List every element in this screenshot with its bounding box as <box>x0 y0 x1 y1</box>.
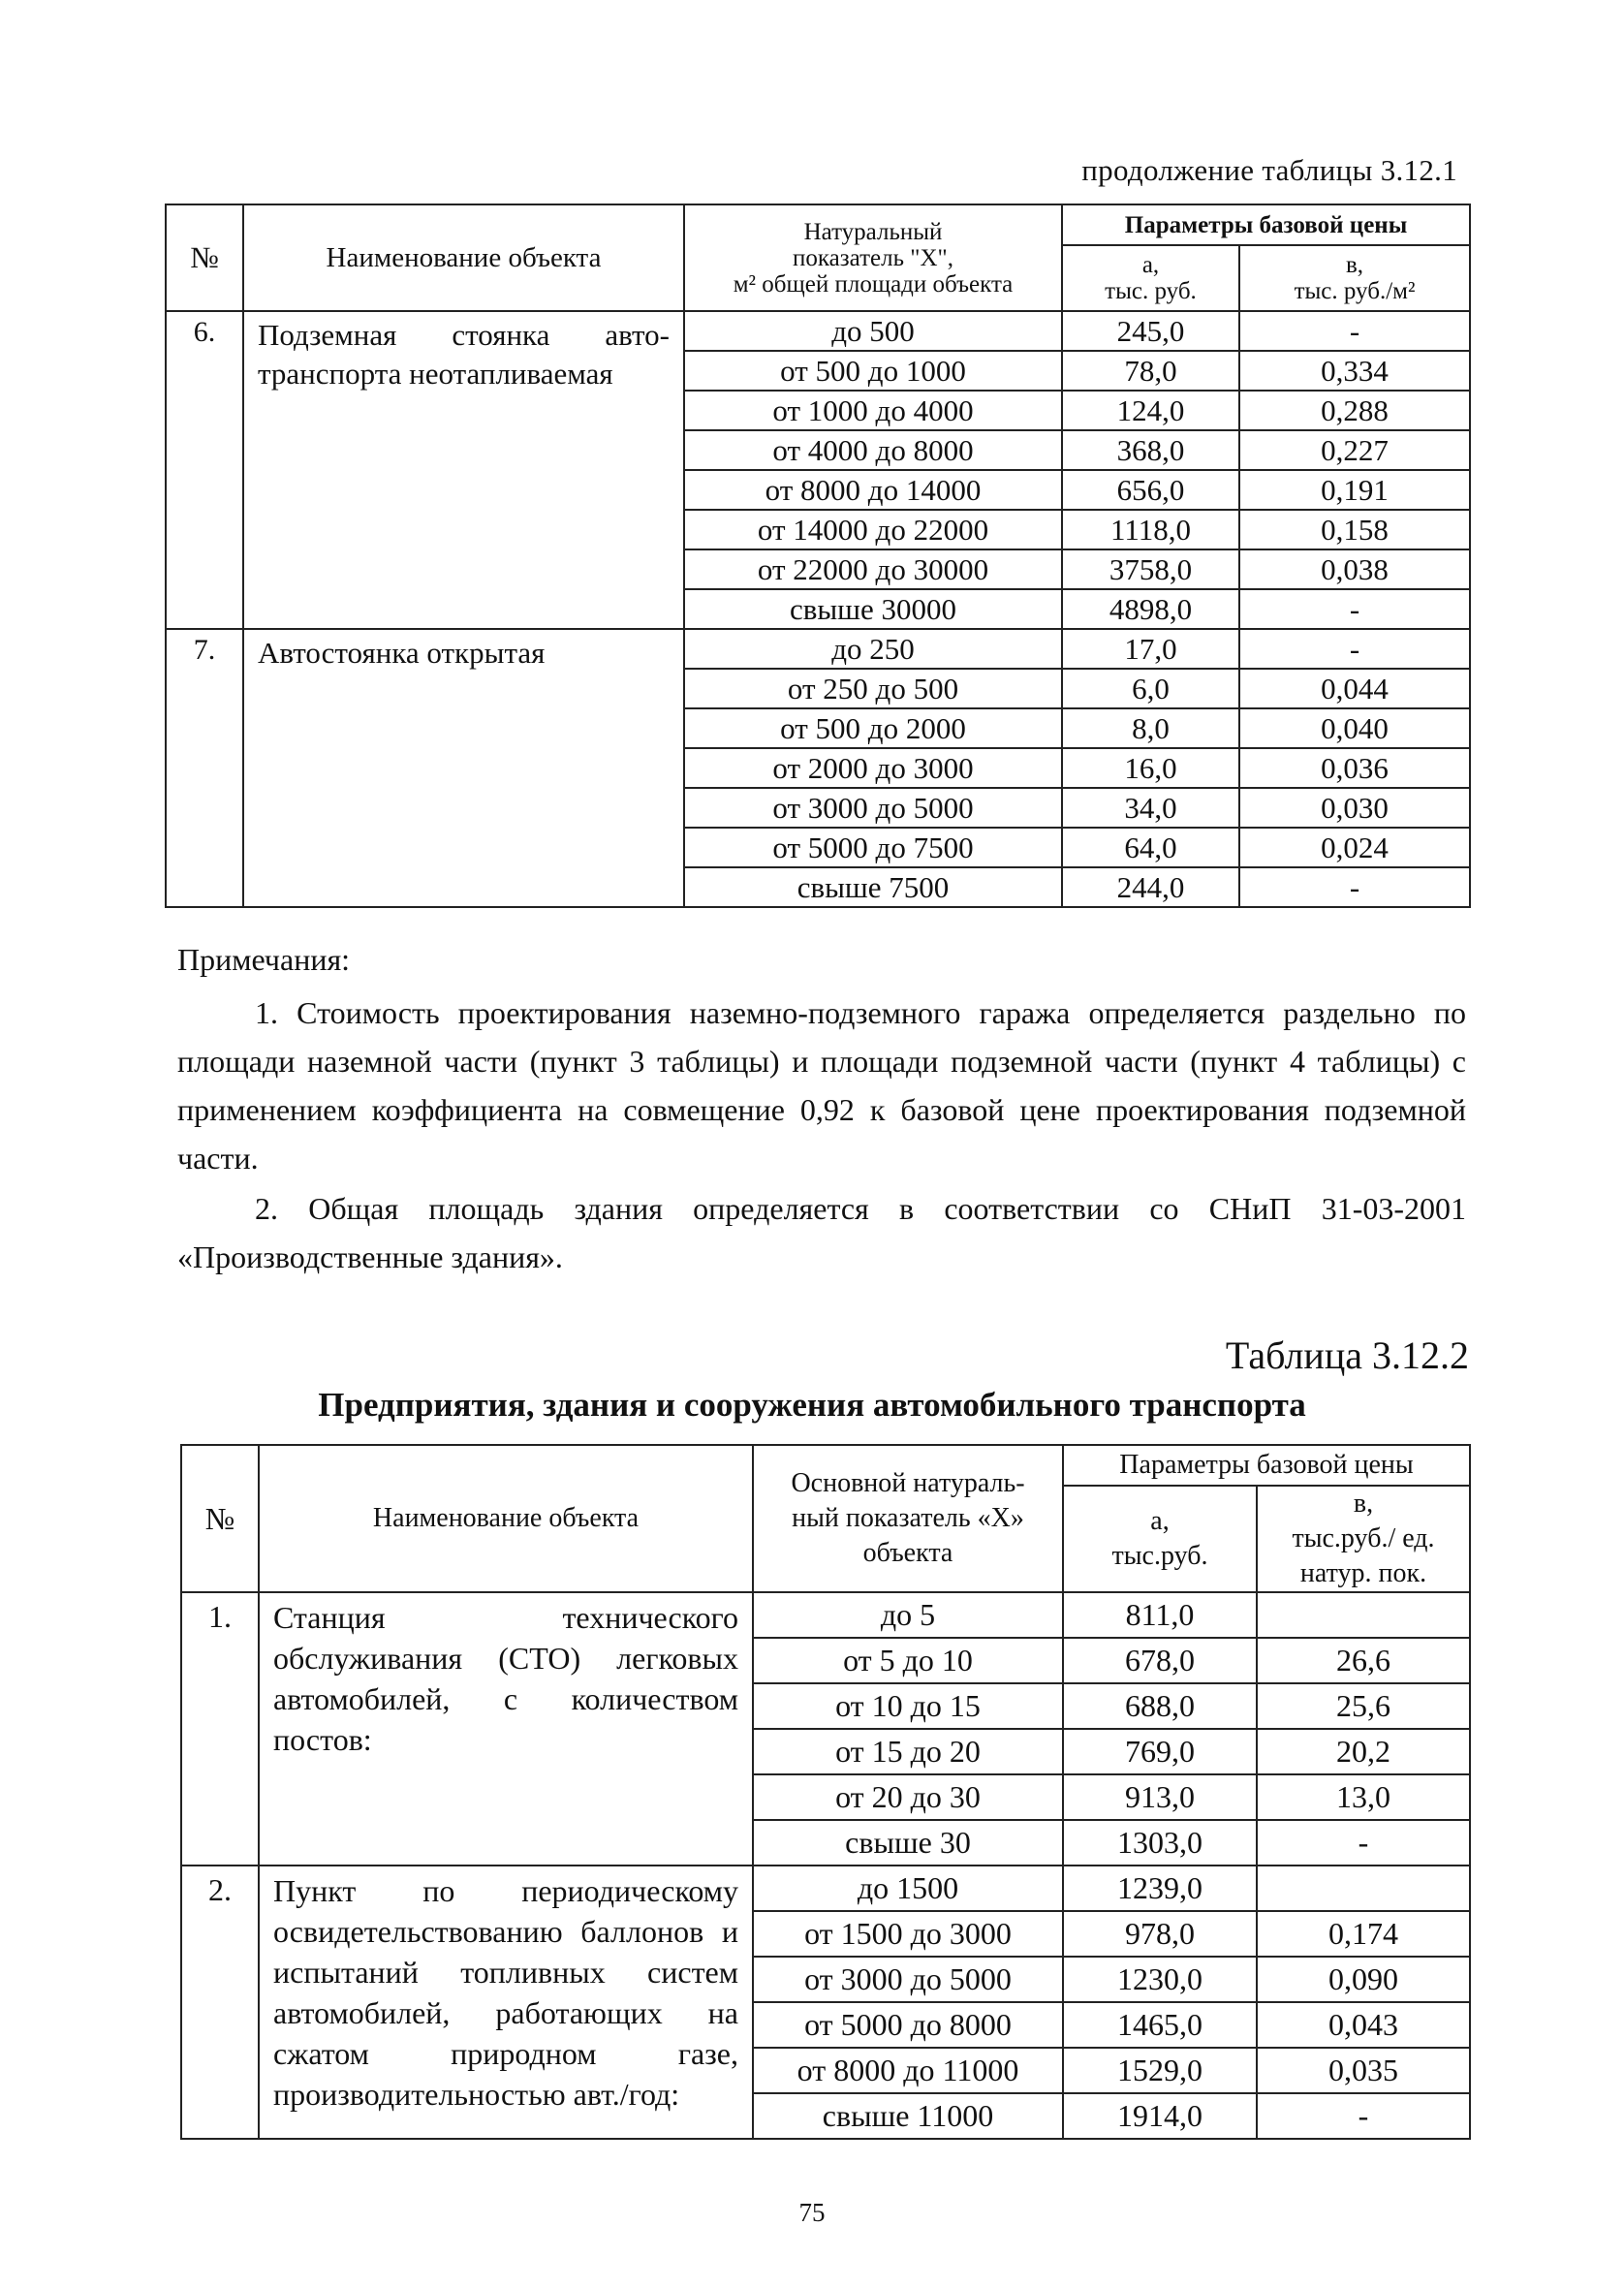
price-a: 1914,0 <box>1063 2093 1257 2139</box>
indicator-range: от 500 до 1000 <box>684 351 1062 391</box>
header-indicator-line3: м² общей площади объекта <box>733 270 1014 298</box>
header-no: № <box>166 204 243 311</box>
object-name: Пункт по периодическому освидетельствованию баллонов и испытаний топливных систем автомобилей, работающих на сжатом природном газе, производительностью авт./год: <box>259 1866 753 2139</box>
price-a: 6,0 <box>1062 669 1239 708</box>
table-row <box>166 311 1470 351</box>
row-number: 7. <box>166 629 243 907</box>
price-b: 0,174 <box>1257 1911 1470 1957</box>
row-number: 6. <box>166 311 243 629</box>
indicator-range: от 1500 до 3000 <box>753 1911 1063 1957</box>
indicator-range: от 4000 до 8000 <box>684 430 1062 470</box>
price-b: 0,227 <box>1239 430 1470 470</box>
table-row <box>166 629 1470 669</box>
indicator-range: от 5000 до 7500 <box>684 828 1062 867</box>
price-b: 25,6 <box>1257 1683 1470 1729</box>
indicator-range: от 8000 до 11000 <box>753 2048 1063 2093</box>
price-a: 1303,0 <box>1063 1820 1257 1866</box>
page-number: 75 <box>798 2198 826 2227</box>
price-b: - <box>1239 589 1470 629</box>
indicator-range: свыше 11000 <box>753 2093 1063 2139</box>
price-a: 1230,0 <box>1063 1957 1257 2002</box>
header-no: № <box>181 1445 259 1592</box>
price-b: 0,334 <box>1239 351 1470 391</box>
table-row <box>181 1592 1470 1638</box>
price-b: 0,043 <box>1257 2002 1470 2048</box>
price-b: 0,044 <box>1239 669 1470 708</box>
note-2: 2. Общая площадь здания определяется в соответствии со СНиП 31-03-2001 «Производственные здания». <box>177 1191 1466 1274</box>
price-b: 0,040 <box>1239 708 1470 748</box>
price-b: - <box>1239 867 1470 907</box>
price-b: 0,036 <box>1239 748 1470 788</box>
price-a: 17,0 <box>1062 629 1239 669</box>
header-indicator-line1: Натуральный <box>803 218 943 245</box>
indicator-range: до 5 <box>753 1592 1063 1638</box>
price-a: 811,0 <box>1063 1592 1257 1638</box>
header-a: а, тыс. руб. <box>1062 245 1239 311</box>
table-3-12-2-title: Предприятия, здания и сооружения автомобильного транспорта <box>318 1386 1306 1424</box>
price-b: - <box>1239 629 1470 669</box>
indicator-range: свыше 30000 <box>684 589 1062 629</box>
price-a: 978,0 <box>1063 1911 1257 1957</box>
table-continuation-label: продолжение таблицы 3.12.1 <box>1081 153 1457 187</box>
price-b: 0,090 <box>1257 1957 1470 2002</box>
indicator-range: от 2000 до 3000 <box>684 748 1062 788</box>
indicator-range: от 8000 до 14000 <box>684 470 1062 510</box>
notes-title: Примечания: <box>177 942 351 977</box>
indicator-range: до 1500 <box>753 1866 1063 1911</box>
price-b: 26,6 <box>1257 1638 1470 1683</box>
price-a: 244,0 <box>1062 867 1239 907</box>
indicator-range: свыше 30 <box>753 1820 1063 1866</box>
object-name: Станция технического обслуживания (СТО) легковых автомобилей, с количеством постов: <box>259 1592 753 1866</box>
price-b: 13,0 <box>1257 1774 1470 1820</box>
indicator-range: от 3000 до 5000 <box>753 1957 1063 2002</box>
note-1: 1. Стоимость проектирования наземно-подземного гаража определяется раздельно по площади наземной части (пункт 3 таблицы) и площади подземной части (пункт 4 таблицы) с применением коэффициента на совмещение 0,92 к базовой цене проектирования подземной части. <box>177 995 1466 1176</box>
price-b: 0,030 <box>1239 788 1470 828</box>
indicator-range: от 5 до 10 <box>753 1638 1063 1683</box>
price-b: 0,158 <box>1239 510 1470 549</box>
price-b: - <box>1257 1820 1470 1866</box>
header-name: Наименование объекта <box>243 204 684 311</box>
object-name: Подземная стоянка авто-транспорта неотапливаемая <box>243 311 684 629</box>
price-b <box>1257 1866 1470 1911</box>
price-b: - <box>1257 2093 1470 2139</box>
price-a: 16,0 <box>1062 748 1239 788</box>
header-params: Параметры базовой цены <box>1063 1445 1470 1486</box>
price-a: 1465,0 <box>1063 2002 1257 2048</box>
indicator-range: свыше 7500 <box>684 867 1062 907</box>
price-a: 913,0 <box>1063 1774 1257 1820</box>
table-3-12-1-body <box>166 311 1470 907</box>
price-a: 78,0 <box>1062 351 1239 391</box>
price-b <box>1257 1592 1470 1638</box>
price-a: 124,0 <box>1062 391 1239 430</box>
price-a: 688,0 <box>1063 1683 1257 1729</box>
header-name: Наименование объекта <box>259 1445 753 1592</box>
indicator-range: от 250 до 500 <box>684 669 1062 708</box>
price-a: 64,0 <box>1062 828 1239 867</box>
row-number: 1. <box>181 1592 259 1866</box>
price-a: 1529,0 <box>1063 2048 1257 2093</box>
price-b: - <box>1239 311 1470 351</box>
table-3-12-2-body <box>181 1592 1470 2139</box>
price-b: 20,2 <box>1257 1729 1470 1774</box>
indicator-range: от 22000 до 30000 <box>684 549 1062 589</box>
price-a: 769,0 <box>1063 1729 1257 1774</box>
indicator-range: до 250 <box>684 629 1062 669</box>
price-b: 0,288 <box>1239 391 1470 430</box>
price-a: 245,0 <box>1062 311 1239 351</box>
table-row <box>181 1866 1470 1911</box>
price-a: 8,0 <box>1062 708 1239 748</box>
price-a: 368,0 <box>1062 430 1239 470</box>
table-3-12-1 <box>165 204 1471 908</box>
indicator-range: от 5000 до 8000 <box>753 2002 1063 2048</box>
price-a: 1239,0 <box>1063 1866 1257 1911</box>
price-a: 656,0 <box>1062 470 1239 510</box>
price-b: 0,024 <box>1239 828 1470 867</box>
header-params: Параметры базовой цены <box>1062 204 1470 245</box>
header-indicator: Основной натураль- ный показатель «Х» объекта <box>753 1445 1063 1592</box>
header-b: в, тыс. руб./м² <box>1239 245 1470 311</box>
header-a: а, тыс.руб. <box>1063 1486 1257 1592</box>
object-name: Автостоянка открытая <box>243 629 684 907</box>
table-3-12-2 <box>180 1444 1471 2140</box>
price-a: 3758,0 <box>1062 549 1239 589</box>
indicator-range: от 3000 до 5000 <box>684 788 1062 828</box>
header-b: в, тыс.руб./ ед. натур. пок. <box>1257 1486 1470 1592</box>
price-a: 4898,0 <box>1062 589 1239 629</box>
price-b: 0,038 <box>1239 549 1470 589</box>
indicator-range: от 10 до 15 <box>753 1683 1063 1729</box>
indicator-range: от 500 до 2000 <box>684 708 1062 748</box>
header-indicator <box>684 204 1062 311</box>
indicator-range: до 500 <box>684 311 1062 351</box>
row-number: 2. <box>181 1866 259 2139</box>
price-a: 34,0 <box>1062 788 1239 828</box>
indicator-range: от 14000 до 22000 <box>684 510 1062 549</box>
table-3-12-2-label: Таблица 3.12.2 <box>1225 1333 1469 1377</box>
indicator-range: от 1000 до 4000 <box>684 391 1062 430</box>
price-a: 1118,0 <box>1062 510 1239 549</box>
price-b: 0,035 <box>1257 2048 1470 2093</box>
indicator-range: от 15 до 20 <box>753 1729 1063 1774</box>
header-indicator-line2: показатель "X", <box>793 244 953 271</box>
indicator-range: от 20 до 30 <box>753 1774 1063 1820</box>
price-b: 0,191 <box>1239 470 1470 510</box>
price-a: 678,0 <box>1063 1638 1257 1683</box>
